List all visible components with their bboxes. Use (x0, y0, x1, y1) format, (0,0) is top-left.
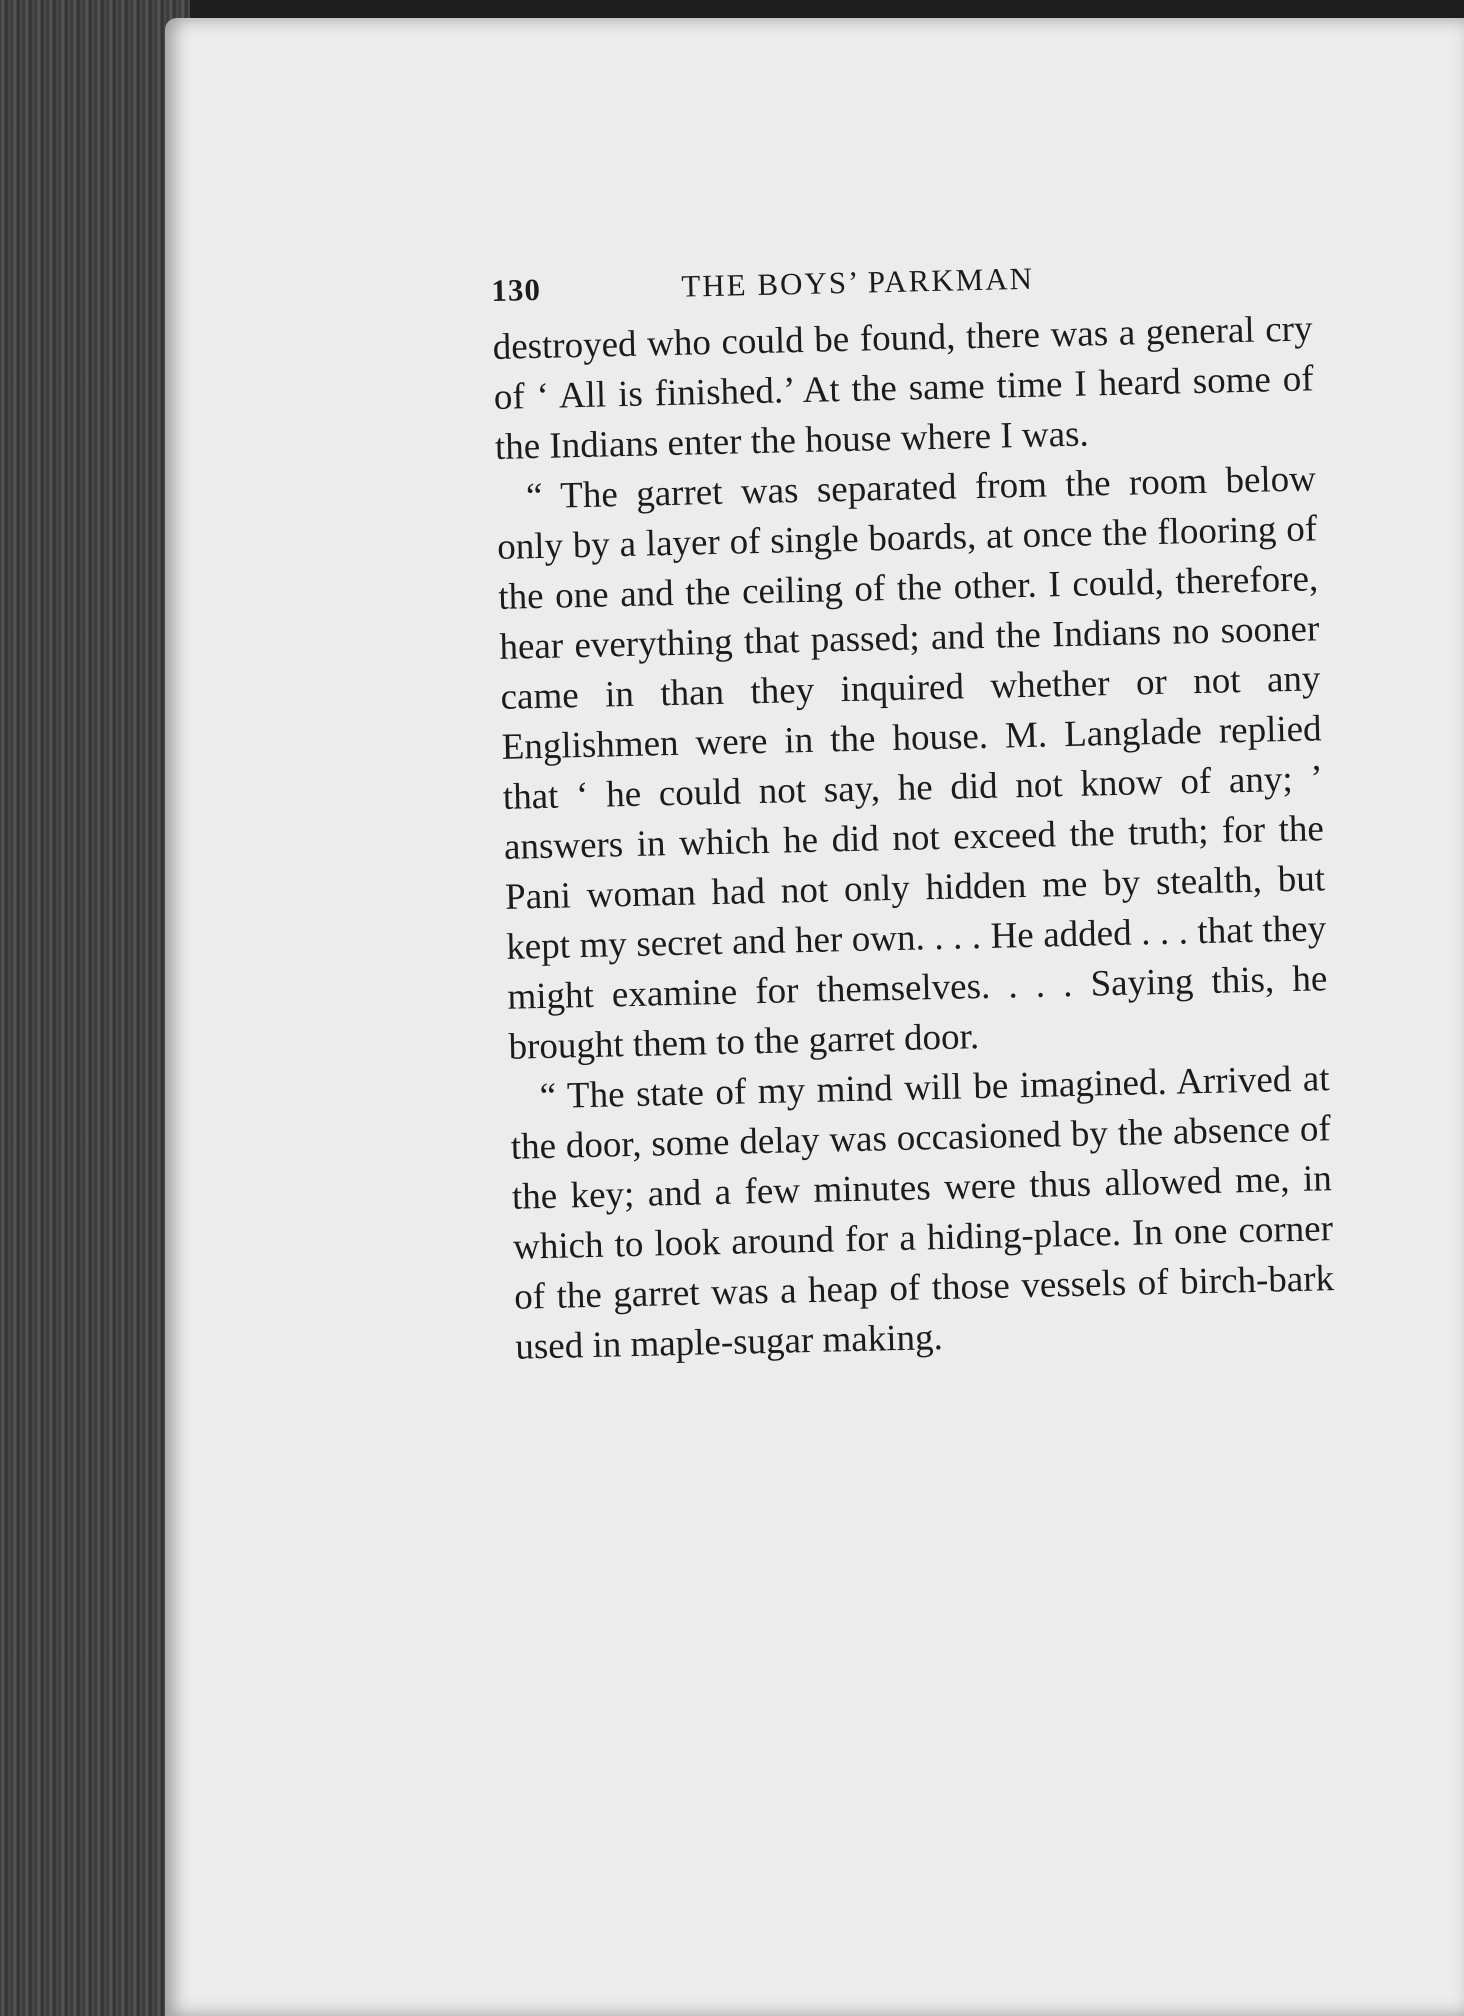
running-head (491, 254, 1312, 309)
book-page (165, 18, 1464, 2016)
text-block (491, 254, 1336, 1372)
paragraph-3: “ The state of my mind will be imagined. Arrived at the door, some delay was occasioned by the absence of the key; and a few minutes were thus allowed me, in which to look around for a hiding-place. In one corner of the garret was a heap of those vessels of birch-bark used in maple-sugar making. (510, 1058, 1335, 1368)
book-title: THE BOYS’ PARKMAN (680, 260, 1035, 304)
paragraph-2: “ The garret was separated from the room below only by a layer of single boards, at once the flooring of the one and the ceiling of the other. I could, therefore, hear everything that passed; and the Indians no sooner came in than they inquired whether or not any Englishmen were in the house. M. Langlade replied that ‘ he could not say, he did not know of any; ’ answers in which he did not exceed the truth; for the Pani woman had not only hidden me by stealth, but kept my secret and her own. . . . He added . . . that they might examine for themselves. . . . Saying this, he brought them to the garret door. (496, 458, 1328, 1068)
page-number: 130 (491, 271, 542, 308)
book-page-edges (0, 0, 190, 2016)
paragraph-1: destroyed who could be found, there was a general cry of ‘ All is finished.’ At the same time I heard some of the Indians enter the house where I was. (492, 308, 1315, 468)
body-text (492, 304, 1336, 1372)
